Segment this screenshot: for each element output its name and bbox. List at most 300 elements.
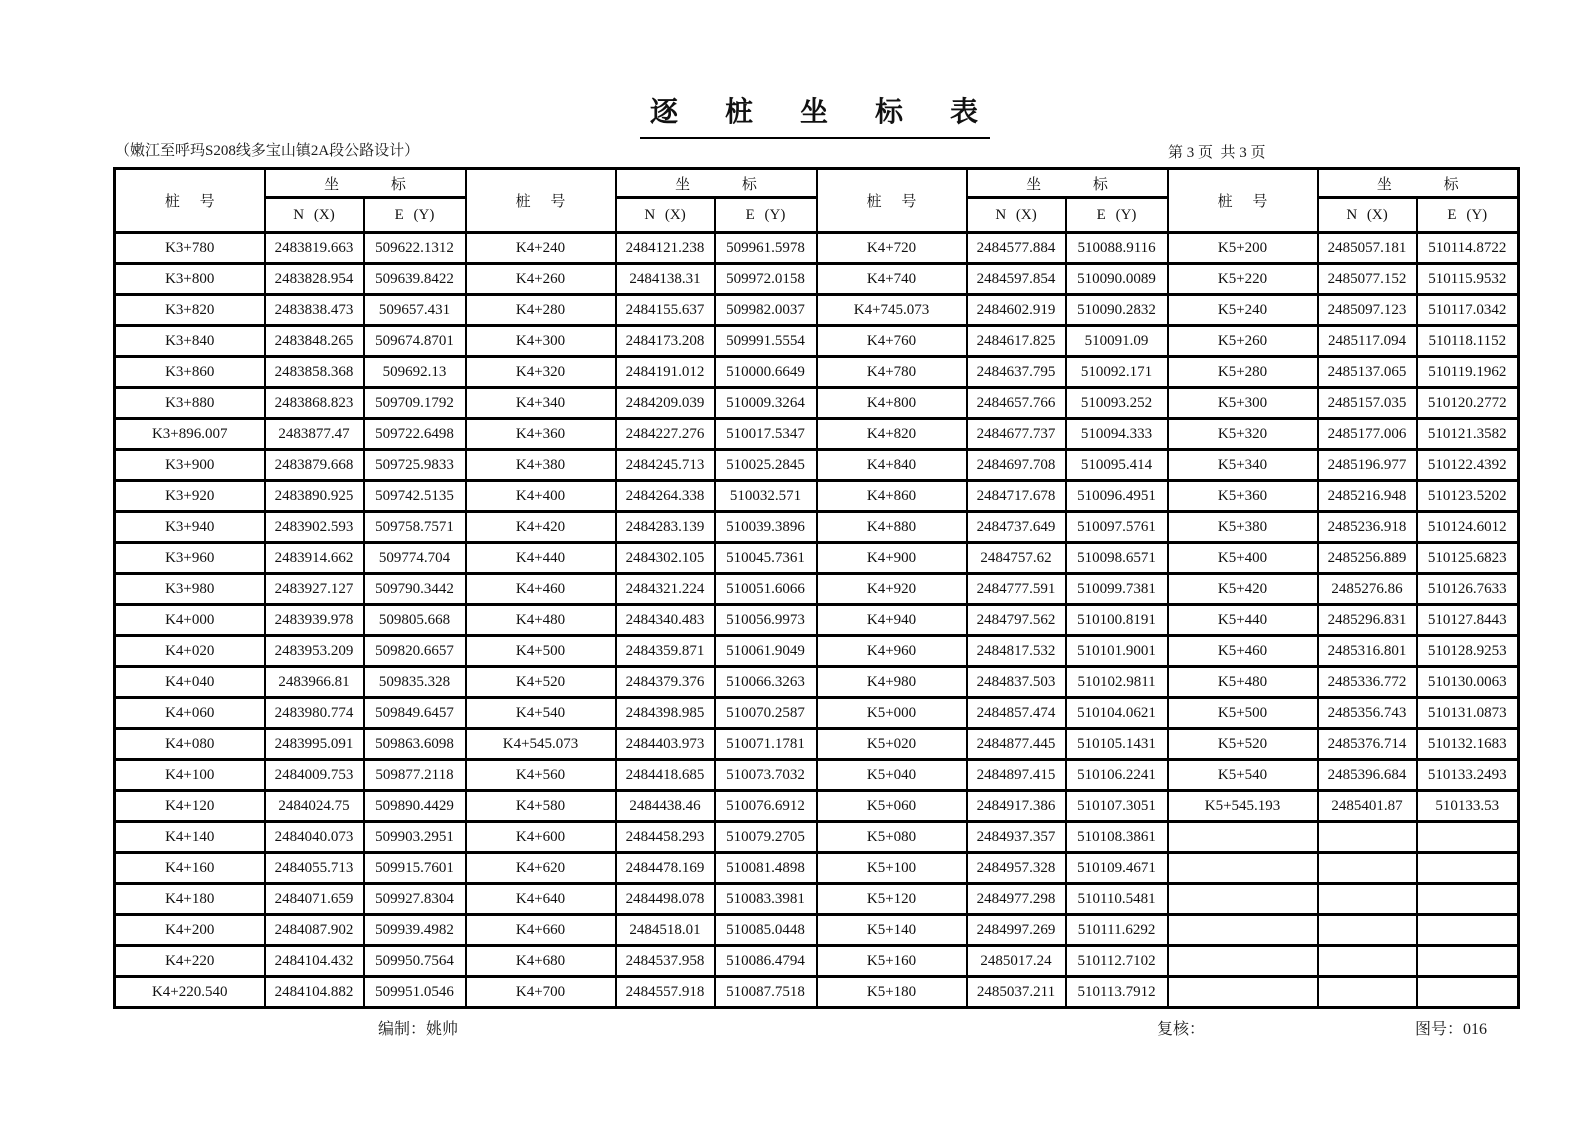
stake-number-cell: K4+280 bbox=[466, 295, 616, 326]
e-y-cell: 510076.6912 bbox=[715, 791, 817, 822]
stake-number-cell: K3+800 bbox=[115, 264, 265, 295]
n-x-cell: 2484104.882 bbox=[265, 977, 364, 1008]
stake-number-cell: K5+360 bbox=[1168, 481, 1318, 512]
stake-number-cell: K4+400 bbox=[466, 481, 616, 512]
stake-number-cell: K4+440 bbox=[466, 543, 616, 574]
e-y-cell: 509835.328 bbox=[364, 667, 466, 698]
stake-number-cell: K5+320 bbox=[1168, 419, 1318, 450]
n-x-cell: 2484937.357 bbox=[967, 822, 1066, 853]
e-y-cell: 510095.414 bbox=[1066, 450, 1168, 481]
e-y-cell: 509939.4982 bbox=[364, 915, 466, 946]
e-y-cell bbox=[1417, 915, 1519, 946]
n-x-cell: 2484478.169 bbox=[616, 853, 715, 884]
e-y-cell: 510087.7518 bbox=[715, 977, 817, 1008]
n-x-cell: 2485216.948 bbox=[1318, 481, 1417, 512]
n-x-cell: 2483868.823 bbox=[265, 388, 364, 419]
e-y-cell: 509805.668 bbox=[364, 605, 466, 636]
e-y-cell: 510066.3263 bbox=[715, 667, 817, 698]
stake-number-cell: K5+400 bbox=[1168, 543, 1318, 574]
e-y-cell: 509820.6657 bbox=[364, 636, 466, 667]
stake-number-cell: K4+320 bbox=[466, 357, 616, 388]
n-x-cell: 2483995.091 bbox=[265, 729, 364, 760]
n-x-cell: 2484121.238 bbox=[616, 233, 715, 264]
e-y-cell: 510114.8722 bbox=[1417, 233, 1519, 264]
table-row bbox=[115, 543, 1519, 574]
n-x-cell: 2484024.75 bbox=[265, 791, 364, 822]
stake-number-cell: K4+860 bbox=[817, 481, 967, 512]
e-y-cell: 510118.1152 bbox=[1417, 326, 1519, 357]
n-x-cell bbox=[1318, 977, 1417, 1008]
coordinate-header: 坐 标 bbox=[265, 169, 466, 198]
e-y-cell: 509849.6457 bbox=[364, 698, 466, 729]
n-x-cell: 2483828.954 bbox=[265, 264, 364, 295]
stake-number-cell: K4+800 bbox=[817, 388, 967, 419]
table-row bbox=[115, 884, 1519, 915]
e-y-cell: 510113.7912 bbox=[1066, 977, 1168, 1008]
e-y-cell: 510092.171 bbox=[1066, 357, 1168, 388]
stake-number-cell: K4+080 bbox=[115, 729, 265, 760]
e-y-cell: 509725.9833 bbox=[364, 450, 466, 481]
stake-number-cell: K4+460 bbox=[466, 574, 616, 605]
e-y-cell: 510045.7361 bbox=[715, 543, 817, 574]
stake-number-cell: K4+620 bbox=[466, 853, 616, 884]
stake-number-cell: K4+520 bbox=[466, 667, 616, 698]
n-x-cell: 2484817.532 bbox=[967, 636, 1066, 667]
e-y-cell: 510109.4671 bbox=[1066, 853, 1168, 884]
n-x-cell: 2484283.139 bbox=[616, 512, 715, 543]
stake-number-cell: K3+920 bbox=[115, 481, 265, 512]
n-x-cell: 2484227.276 bbox=[616, 419, 715, 450]
n-x-cell: 2485276.86 bbox=[1318, 574, 1417, 605]
e-y-cell: 510061.9049 bbox=[715, 636, 817, 667]
n-x-cell: 2485017.24 bbox=[967, 946, 1066, 977]
e-y-cell: 510025.2845 bbox=[715, 450, 817, 481]
stake-number-header: 桩 号 bbox=[466, 169, 616, 233]
n-x-cell: 2484657.766 bbox=[967, 388, 1066, 419]
e-y-cell: 509961.5978 bbox=[715, 233, 817, 264]
n-x-cell: 2484602.919 bbox=[967, 295, 1066, 326]
stake-number-cell: K4+540 bbox=[466, 698, 616, 729]
n-x-cell: 2483939.978 bbox=[265, 605, 364, 636]
stake-number-cell: K4+680 bbox=[466, 946, 616, 977]
n-x-header: N (X) bbox=[967, 198, 1066, 233]
e-y-cell: 510122.4392 bbox=[1417, 450, 1519, 481]
stake-number-cell: K4+545.073 bbox=[466, 729, 616, 760]
n-x-cell: 2484040.073 bbox=[265, 822, 364, 853]
stake-number-cell: K4+780 bbox=[817, 357, 967, 388]
n-x-cell: 2484877.445 bbox=[967, 729, 1066, 760]
e-y-cell: 510086.4794 bbox=[715, 946, 817, 977]
n-x-cell: 2484797.562 bbox=[967, 605, 1066, 636]
stake-number-cell: K4+260 bbox=[466, 264, 616, 295]
e-y-cell: 509758.7571 bbox=[364, 512, 466, 543]
e-y-cell bbox=[1417, 884, 1519, 915]
stake-number-cell: K4+760 bbox=[817, 326, 967, 357]
e-y-cell: 509622.1312 bbox=[364, 233, 466, 264]
e-y-cell: 510090.2832 bbox=[1066, 295, 1168, 326]
n-x-cell: 2484138.31 bbox=[616, 264, 715, 295]
checker-label: 复核： bbox=[1157, 1021, 1206, 1038]
n-x-cell: 2483819.663 bbox=[265, 233, 364, 264]
n-x-cell: 2484518.01 bbox=[616, 915, 715, 946]
e-y-cell: 509890.4429 bbox=[364, 791, 466, 822]
stake-number-cell: K4+980 bbox=[817, 667, 967, 698]
n-x-cell: 2484837.503 bbox=[967, 667, 1066, 698]
n-x-cell: 2483838.473 bbox=[265, 295, 364, 326]
e-y-header: E (Y) bbox=[1417, 198, 1519, 233]
e-y-cell: 509657.431 bbox=[364, 295, 466, 326]
n-x-cell: 2484737.649 bbox=[967, 512, 1066, 543]
e-y-cell bbox=[1417, 977, 1519, 1008]
e-y-cell: 510091.09 bbox=[1066, 326, 1168, 357]
table-row bbox=[115, 233, 1519, 264]
n-x-cell: 2484264.338 bbox=[616, 481, 715, 512]
e-y-cell: 510017.5347 bbox=[715, 419, 817, 450]
e-y-cell: 510051.6066 bbox=[715, 574, 817, 605]
stake-number-cell: K4+940 bbox=[817, 605, 967, 636]
e-y-cell: 510099.7381 bbox=[1066, 574, 1168, 605]
stake-number-cell: K4+420 bbox=[466, 512, 616, 543]
stake-number-cell: K4+660 bbox=[466, 915, 616, 946]
stake-number-cell: K3+780 bbox=[115, 233, 265, 264]
e-y-cell: 510124.6012 bbox=[1417, 512, 1519, 543]
e-y-cell: 509863.6098 bbox=[364, 729, 466, 760]
e-y-cell: 510032.571 bbox=[715, 481, 817, 512]
stake-number-cell: K5+180 bbox=[817, 977, 967, 1008]
e-y-cell: 510115.9532 bbox=[1417, 264, 1519, 295]
stake-number-cell: K5+240 bbox=[1168, 295, 1318, 326]
e-y-cell: 509927.8304 bbox=[364, 884, 466, 915]
stake-number-cell: K3+820 bbox=[115, 295, 265, 326]
n-x-cell: 2484617.825 bbox=[967, 326, 1066, 357]
stake-number-cell: K3+880 bbox=[115, 388, 265, 419]
table-row bbox=[115, 357, 1519, 388]
n-x-cell: 2484498.078 bbox=[616, 884, 715, 915]
e-y-cell: 510117.0342 bbox=[1417, 295, 1519, 326]
n-x-cell: 2483953.209 bbox=[265, 636, 364, 667]
coordinate-header: 坐 标 bbox=[967, 169, 1168, 198]
e-y-cell: 509692.13 bbox=[364, 357, 466, 388]
table-row bbox=[115, 481, 1519, 512]
e-y-cell: 510101.9001 bbox=[1066, 636, 1168, 667]
e-y-cell: 510127.8443 bbox=[1417, 605, 1519, 636]
e-y-cell: 510130.0063 bbox=[1417, 667, 1519, 698]
n-x-cell: 2484957.328 bbox=[967, 853, 1066, 884]
e-y-cell: 510073.7032 bbox=[715, 760, 817, 791]
n-x-cell: 2484173.208 bbox=[616, 326, 715, 357]
stake-number-cell bbox=[1168, 884, 1318, 915]
e-y-cell: 510104.0621 bbox=[1066, 698, 1168, 729]
n-x-cell: 2484717.678 bbox=[967, 481, 1066, 512]
table-row bbox=[115, 326, 1519, 357]
n-x-cell: 2484557.918 bbox=[616, 977, 715, 1008]
stake-number-cell: K4+560 bbox=[466, 760, 616, 791]
n-x-cell: 2484977.298 bbox=[967, 884, 1066, 915]
n-x-cell: 2483877.47 bbox=[265, 419, 364, 450]
table-row bbox=[115, 791, 1519, 822]
project-subtitle: （嫩江至呼玛S208线多宝山镇2A段公路设计） bbox=[115, 143, 420, 159]
stake-number-cell: K3+940 bbox=[115, 512, 265, 543]
e-y-cell: 510108.3861 bbox=[1066, 822, 1168, 853]
e-y-cell: 509991.5554 bbox=[715, 326, 817, 357]
n-x-header: N (X) bbox=[265, 198, 364, 233]
e-y-cell: 510132.1683 bbox=[1417, 729, 1519, 760]
stake-number-cell bbox=[1168, 915, 1318, 946]
n-x-cell: 2484071.659 bbox=[265, 884, 364, 915]
n-x-cell: 2484997.269 bbox=[967, 915, 1066, 946]
e-y-cell: 510120.2772 bbox=[1417, 388, 1519, 419]
table-row bbox=[115, 574, 1519, 605]
compiler-label: 编制：姚帅 bbox=[378, 1021, 459, 1038]
n-x-cell: 2484379.376 bbox=[616, 667, 715, 698]
e-y-cell: 510039.3896 bbox=[715, 512, 817, 543]
e-y-cell: 510056.9973 bbox=[715, 605, 817, 636]
e-y-cell: 510106.2241 bbox=[1066, 760, 1168, 791]
n-x-cell: 2485117.094 bbox=[1318, 326, 1417, 357]
n-x-header: N (X) bbox=[616, 198, 715, 233]
n-x-cell: 2484398.985 bbox=[616, 698, 715, 729]
n-x-cell: 2485296.831 bbox=[1318, 605, 1417, 636]
stake-number-cell: K4+380 bbox=[466, 450, 616, 481]
n-x-cell: 2484302.105 bbox=[616, 543, 715, 574]
n-x-cell bbox=[1318, 853, 1417, 884]
stake-number-cell: K5+100 bbox=[817, 853, 967, 884]
stake-number-cell: K5+300 bbox=[1168, 388, 1318, 419]
n-x-cell: 2484055.713 bbox=[265, 853, 364, 884]
n-x-cell: 2483858.368 bbox=[265, 357, 364, 388]
n-x-cell: 2484438.46 bbox=[616, 791, 715, 822]
n-x-cell bbox=[1318, 915, 1417, 946]
e-y-cell: 509742.5135 bbox=[364, 481, 466, 512]
stake-number-cell: K5+500 bbox=[1168, 698, 1318, 729]
page-title: 逐 桩 坐 标 表 bbox=[640, 90, 990, 139]
e-y-cell: 510100.8191 bbox=[1066, 605, 1168, 636]
e-y-cell bbox=[1417, 822, 1519, 853]
e-y-cell: 510090.0089 bbox=[1066, 264, 1168, 295]
stake-number-cell: K3+896.007 bbox=[115, 419, 265, 450]
stake-number-cell: K4+500 bbox=[466, 636, 616, 667]
e-y-cell bbox=[1417, 946, 1519, 977]
stake-number-cell: K4+840 bbox=[817, 450, 967, 481]
stake-number-cell: K4+120 bbox=[115, 791, 265, 822]
e-y-header: E (Y) bbox=[364, 198, 466, 233]
e-y-cell: 510094.333 bbox=[1066, 419, 1168, 450]
e-y-cell: 509972.0158 bbox=[715, 264, 817, 295]
stake-number-cell: K5+140 bbox=[817, 915, 967, 946]
e-y-cell: 510079.2705 bbox=[715, 822, 817, 853]
e-y-cell: 509915.7601 bbox=[364, 853, 466, 884]
stake-number-cell: K5+120 bbox=[817, 884, 967, 915]
stake-number-cell bbox=[1168, 977, 1318, 1008]
e-y-cell: 509674.8701 bbox=[364, 326, 466, 357]
n-x-cell: 2483890.925 bbox=[265, 481, 364, 512]
stake-number-cell: K4+900 bbox=[817, 543, 967, 574]
title-row bbox=[113, 90, 1517, 139]
e-y-header: E (Y) bbox=[715, 198, 817, 233]
table-row bbox=[115, 977, 1519, 1008]
stake-number-cell: K4+040 bbox=[115, 667, 265, 698]
table-row bbox=[115, 636, 1519, 667]
n-x-header: N (X) bbox=[1318, 198, 1417, 233]
stake-number-cell: K4+140 bbox=[115, 822, 265, 853]
n-x-cell: 2484245.713 bbox=[616, 450, 715, 481]
stake-number-cell: K4+300 bbox=[466, 326, 616, 357]
stake-number-cell: K5+060 bbox=[817, 791, 967, 822]
e-y-cell: 509951.0546 bbox=[364, 977, 466, 1008]
n-x-cell: 2484403.973 bbox=[616, 729, 715, 760]
n-x-cell: 2484191.012 bbox=[616, 357, 715, 388]
stake-number-cell: K4+100 bbox=[115, 760, 265, 791]
stake-number-cell: K4+200 bbox=[115, 915, 265, 946]
e-y-cell: 510102.9811 bbox=[1066, 667, 1168, 698]
table-row bbox=[115, 915, 1519, 946]
e-y-cell: 510105.1431 bbox=[1066, 729, 1168, 760]
table-row bbox=[115, 264, 1519, 295]
table-body bbox=[115, 233, 1519, 1008]
n-x-cell: 2485097.123 bbox=[1318, 295, 1417, 326]
stake-number-cell: K4+740 bbox=[817, 264, 967, 295]
stake-number-cell: K3+840 bbox=[115, 326, 265, 357]
e-y-cell: 510071.1781 bbox=[715, 729, 817, 760]
e-y-cell: 510133.2493 bbox=[1417, 760, 1519, 791]
n-x-cell: 2483914.662 bbox=[265, 543, 364, 574]
stake-number-cell: K4+000 bbox=[115, 605, 265, 636]
n-x-cell bbox=[1318, 884, 1417, 915]
table-header bbox=[115, 169, 1519, 233]
e-y-cell: 510133.53 bbox=[1417, 791, 1519, 822]
n-x-cell: 2484777.591 bbox=[967, 574, 1066, 605]
table-row bbox=[115, 853, 1519, 884]
e-y-cell: 509639.8422 bbox=[364, 264, 466, 295]
n-x-cell: 2485401.87 bbox=[1318, 791, 1417, 822]
n-x-cell: 2484917.386 bbox=[967, 791, 1066, 822]
n-x-cell: 2485236.918 bbox=[1318, 512, 1417, 543]
n-x-cell: 2485316.801 bbox=[1318, 636, 1417, 667]
stake-number-cell: K5+440 bbox=[1168, 605, 1318, 636]
stake-number-cell: K4+745.073 bbox=[817, 295, 967, 326]
stake-number-cell: K4+220.540 bbox=[115, 977, 265, 1008]
stake-number-cell: K4+920 bbox=[817, 574, 967, 605]
e-y-cell: 510128.9253 bbox=[1417, 636, 1519, 667]
e-y-cell: 510121.3582 bbox=[1417, 419, 1519, 450]
stake-number-cell: K4+600 bbox=[466, 822, 616, 853]
n-x-cell: 2485356.743 bbox=[1318, 698, 1417, 729]
e-y-cell bbox=[1417, 853, 1519, 884]
stake-number-cell: K4+720 bbox=[817, 233, 967, 264]
e-y-cell: 510112.7102 bbox=[1066, 946, 1168, 977]
stake-number-cell: K4+480 bbox=[466, 605, 616, 636]
stake-number-cell: K5+280 bbox=[1168, 357, 1318, 388]
n-x-cell: 2485376.714 bbox=[1318, 729, 1417, 760]
stake-number-cell: K4+240 bbox=[466, 233, 616, 264]
table-row bbox=[115, 450, 1519, 481]
stake-number-cell: K5+260 bbox=[1168, 326, 1318, 357]
e-y-cell: 509790.3442 bbox=[364, 574, 466, 605]
e-y-cell: 509950.7564 bbox=[364, 946, 466, 977]
n-x-cell: 2485396.684 bbox=[1318, 760, 1417, 791]
stake-number-header: 桩 号 bbox=[817, 169, 967, 233]
n-x-cell: 2484087.902 bbox=[265, 915, 364, 946]
stake-number-cell: K5+380 bbox=[1168, 512, 1318, 543]
e-y-cell: 510088.9116 bbox=[1066, 233, 1168, 264]
e-y-cell: 509709.1792 bbox=[364, 388, 466, 419]
stake-number-cell: K4+580 bbox=[466, 791, 616, 822]
e-y-cell: 510093.252 bbox=[1066, 388, 1168, 419]
stake-number-cell: K4+160 bbox=[115, 853, 265, 884]
stake-number-cell: K4+340 bbox=[466, 388, 616, 419]
table-row bbox=[115, 760, 1519, 791]
e-y-cell: 509722.6498 bbox=[364, 419, 466, 450]
e-y-cell: 510070.2587 bbox=[715, 698, 817, 729]
page-number: 第 3 页 共 3 页 bbox=[1168, 145, 1266, 161]
n-x-cell: 2484321.224 bbox=[616, 574, 715, 605]
e-y-cell: 510111.6292 bbox=[1066, 915, 1168, 946]
n-x-cell: 2483927.127 bbox=[265, 574, 364, 605]
n-x-cell: 2484857.474 bbox=[967, 698, 1066, 729]
stake-number-header: 桩 号 bbox=[115, 169, 265, 233]
n-x-cell: 2485037.211 bbox=[967, 977, 1066, 1008]
stake-number-cell: K5+480 bbox=[1168, 667, 1318, 698]
stake-number-cell: K5+520 bbox=[1168, 729, 1318, 760]
e-y-cell: 510131.0873 bbox=[1417, 698, 1519, 729]
e-y-cell: 509903.2951 bbox=[364, 822, 466, 853]
n-x-cell: 2484757.62 bbox=[967, 543, 1066, 574]
coordinate-table bbox=[113, 167, 1520, 1009]
table-row bbox=[115, 295, 1519, 326]
table-row bbox=[115, 512, 1519, 543]
e-y-cell: 510081.4898 bbox=[715, 853, 817, 884]
n-x-cell: 2485196.977 bbox=[1318, 450, 1417, 481]
drawing-number-label: 图号：016 bbox=[1415, 1021, 1488, 1038]
n-x-cell: 2485137.065 bbox=[1318, 357, 1417, 388]
n-x-cell: 2484897.415 bbox=[967, 760, 1066, 791]
stake-number-cell: K4+180 bbox=[115, 884, 265, 915]
n-x-cell: 2485157.035 bbox=[1318, 388, 1417, 419]
stake-number-cell: K4+700 bbox=[466, 977, 616, 1008]
stake-number-cell: K5+220 bbox=[1168, 264, 1318, 295]
n-x-cell: 2484155.637 bbox=[616, 295, 715, 326]
e-y-cell: 510009.3264 bbox=[715, 388, 817, 419]
coordinate-header: 坐 标 bbox=[616, 169, 817, 198]
stake-number-cell: K4+820 bbox=[817, 419, 967, 450]
e-y-cell: 510083.3981 bbox=[715, 884, 817, 915]
e-y-header: E (Y) bbox=[1066, 198, 1168, 233]
e-y-cell: 510107.3051 bbox=[1066, 791, 1168, 822]
e-y-cell: 510098.6571 bbox=[1066, 543, 1168, 574]
coordinate-header: 坐 标 bbox=[1318, 169, 1519, 198]
n-x-cell: 2484697.708 bbox=[967, 450, 1066, 481]
table-row bbox=[115, 605, 1519, 636]
stake-number-header: 桩 号 bbox=[1168, 169, 1318, 233]
table-row bbox=[115, 698, 1519, 729]
stake-number-cell: K5+160 bbox=[817, 946, 967, 977]
stake-number-cell: K5+040 bbox=[817, 760, 967, 791]
stake-number-cell: K4+060 bbox=[115, 698, 265, 729]
stake-number-cell: K5+200 bbox=[1168, 233, 1318, 264]
table-row bbox=[115, 667, 1519, 698]
n-x-cell: 2485057.181 bbox=[1318, 233, 1417, 264]
stake-number-cell: K5+545.193 bbox=[1168, 791, 1318, 822]
n-x-cell: 2484340.483 bbox=[616, 605, 715, 636]
stake-number-cell: K5+420 bbox=[1168, 574, 1318, 605]
stake-number-cell: K5+540 bbox=[1168, 760, 1318, 791]
e-y-cell: 510125.6823 bbox=[1417, 543, 1519, 574]
e-y-cell: 510097.5761 bbox=[1066, 512, 1168, 543]
n-x-cell: 2483902.593 bbox=[265, 512, 364, 543]
n-x-cell: 2484209.039 bbox=[616, 388, 715, 419]
n-x-cell: 2484537.958 bbox=[616, 946, 715, 977]
table-row bbox=[115, 946, 1519, 977]
